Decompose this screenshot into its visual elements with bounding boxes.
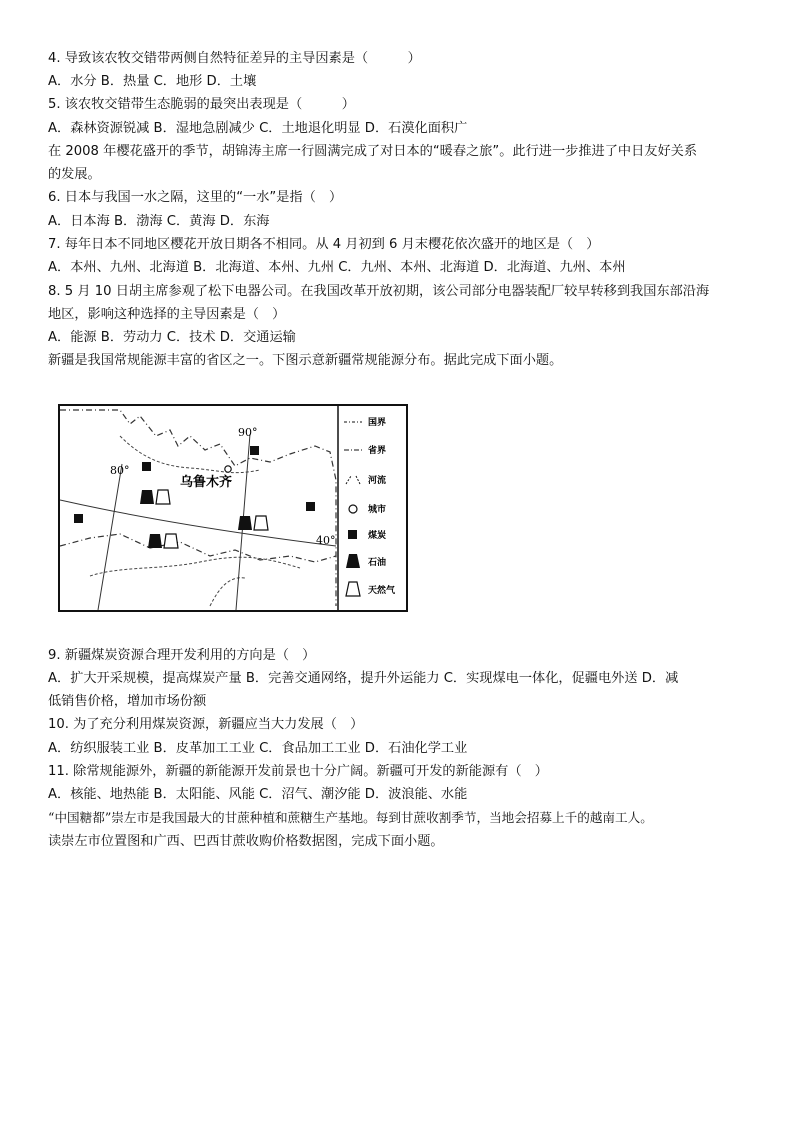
legend-river: 河流: [368, 476, 387, 486]
question-7-options: A．本州、九州、北海道 B．北海道、本州、九州 C．九州、本州、北海道 D．北海道、九州、本州: [48, 260, 626, 275]
city-label-urumqi: 乌鲁木齐: [180, 475, 233, 490]
coal-icon: [142, 462, 151, 471]
river-north: [120, 436, 260, 473]
map-legend: [344, 416, 396, 596]
question-11-options: A．核能、地热能 B．太阳能、风能 C．沼气、潮汐能 D．波浪能、水能: [48, 787, 468, 802]
question-11-stem: 11. 除常规能源外，新疆的新能源开发前景也十分广阔。新疆可开发的新能源有（ ）: [48, 764, 548, 779]
chongzuo-passage-line-1: “中国糖都”崇左市是我国最大的甘蔗种植和蔗糖生产基地。每到甘蔗收割季节，当地会招募上千的越南工人。: [48, 810, 653, 825]
chongzuo-passage-line-2: 读崇左市位置图和广西、巴西甘蔗收购价格数据图，完成下面小题。: [48, 834, 444, 849]
legend-national-border: 国界: [368, 418, 387, 428]
question-9-options-line-1: A．扩大开采规模，提高煤炭产量 B．完善交通网络，提升外运能力 C．实现煤电一体化，促疆电外送 D．减: [48, 671, 679, 686]
question-7-stem: 7. 每年日本不同地区樱花开放日期各不相同。从 4 月初到 6 月末樱花依次盛开的地区是（ ）: [48, 237, 600, 252]
legend-river-icon: [346, 476, 360, 484]
question-6-options: A．日本海 B．渤海 C．黄海 D．东海: [48, 214, 270, 229]
question-8-options: A．能源 B．劳动力 C．技术 D．交通运输: [48, 330, 296, 345]
question-6-stem: 6. 日本与我国一水之隔，这里的“一水”是指（ ）: [48, 190, 343, 205]
question-9-stem: 9. 新疆煤炭资源合理开发利用的方向是（ ）: [48, 648, 316, 663]
question-5-stem: 5. 该农牧交错带生态脆弱的最突出表现是（ ）: [48, 97, 355, 112]
province-boundary: [60, 410, 336, 606]
river-south: [210, 578, 245, 606]
parallel-40: [60, 500, 336, 546]
xinjiang-energy-map: [58, 404, 408, 612]
oil-icon: [140, 490, 154, 504]
legend-oil-icon: [346, 554, 360, 568]
map-drawing: [60, 406, 406, 610]
coal-icon: [250, 446, 259, 455]
province-boundary-south: [60, 534, 336, 562]
lat-40-label: 40°: [316, 534, 336, 547]
legend-gas-icon: [346, 582, 360, 596]
legend-gas: 天然气: [368, 586, 396, 596]
river-tarim: [90, 557, 300, 576]
legend-city: 城市: [368, 505, 387, 515]
lon-90-label: 90°: [238, 426, 258, 439]
legend-oil: 石油: [368, 558, 387, 568]
question-8-stem-line-2: 地区，影响这种选择的主导因素是（ ）: [48, 307, 286, 322]
legend-coal-icon: [348, 530, 357, 539]
question-10-stem: 10. 为了充分利用煤炭资源，新疆应当大力发展（ ）: [48, 717, 364, 732]
question-4-options: A．水分 B．热量 C．地形 D．土壤: [48, 74, 257, 89]
oil-icon: [238, 516, 252, 530]
japan-passage-line-1: 在 2008 年樱花盛开的季节，胡锦涛主席一行圆满完成了对日本的“暖春之旅”。此行进一步推进了中日友好关系: [48, 144, 698, 159]
legend-coal: 煤炭: [368, 531, 387, 541]
gas-icon: [164, 534, 178, 548]
question-4-stem: 4. 导致该农牧交错带两侧自然特征差异的主导因素是（ ）: [48, 51, 421, 66]
coal-icon: [306, 502, 315, 511]
question-9-options-line-2: 低销售价格，增加市场份额: [48, 694, 207, 709]
gas-icon: [254, 516, 268, 530]
xinjiang-passage: 新疆是我国常规能源丰富的省区之一。下图示意新疆常规能源分布。据此完成下面小题。: [48, 353, 563, 368]
question-5-options: A．森林资源锐减 B．湿地急剧减少 C．土地退化明显 D．石漠化面积广: [48, 121, 468, 136]
coal-icon: [74, 514, 83, 523]
question-8-stem-line-1: 8. 5 月 10 日胡主席参观了松下电器公司。在我国改革开放初期，该公司部分电器装配厂较早转移到我国东部沿海: [48, 284, 710, 299]
japan-passage-line-2: 的发展。: [48, 167, 101, 182]
city-icon: [225, 466, 231, 472]
legend-province-border: 省界: [368, 446, 387, 456]
oil-icon: [148, 534, 162, 548]
gas-icon: [156, 490, 170, 504]
question-10-options: A．纺织服装工业 B．皮革加工工业 C．食品加工工业 D．石油化学工业: [48, 741, 468, 756]
lon-80-label: 80°: [110, 464, 130, 477]
legend-city-icon: [349, 505, 357, 513]
